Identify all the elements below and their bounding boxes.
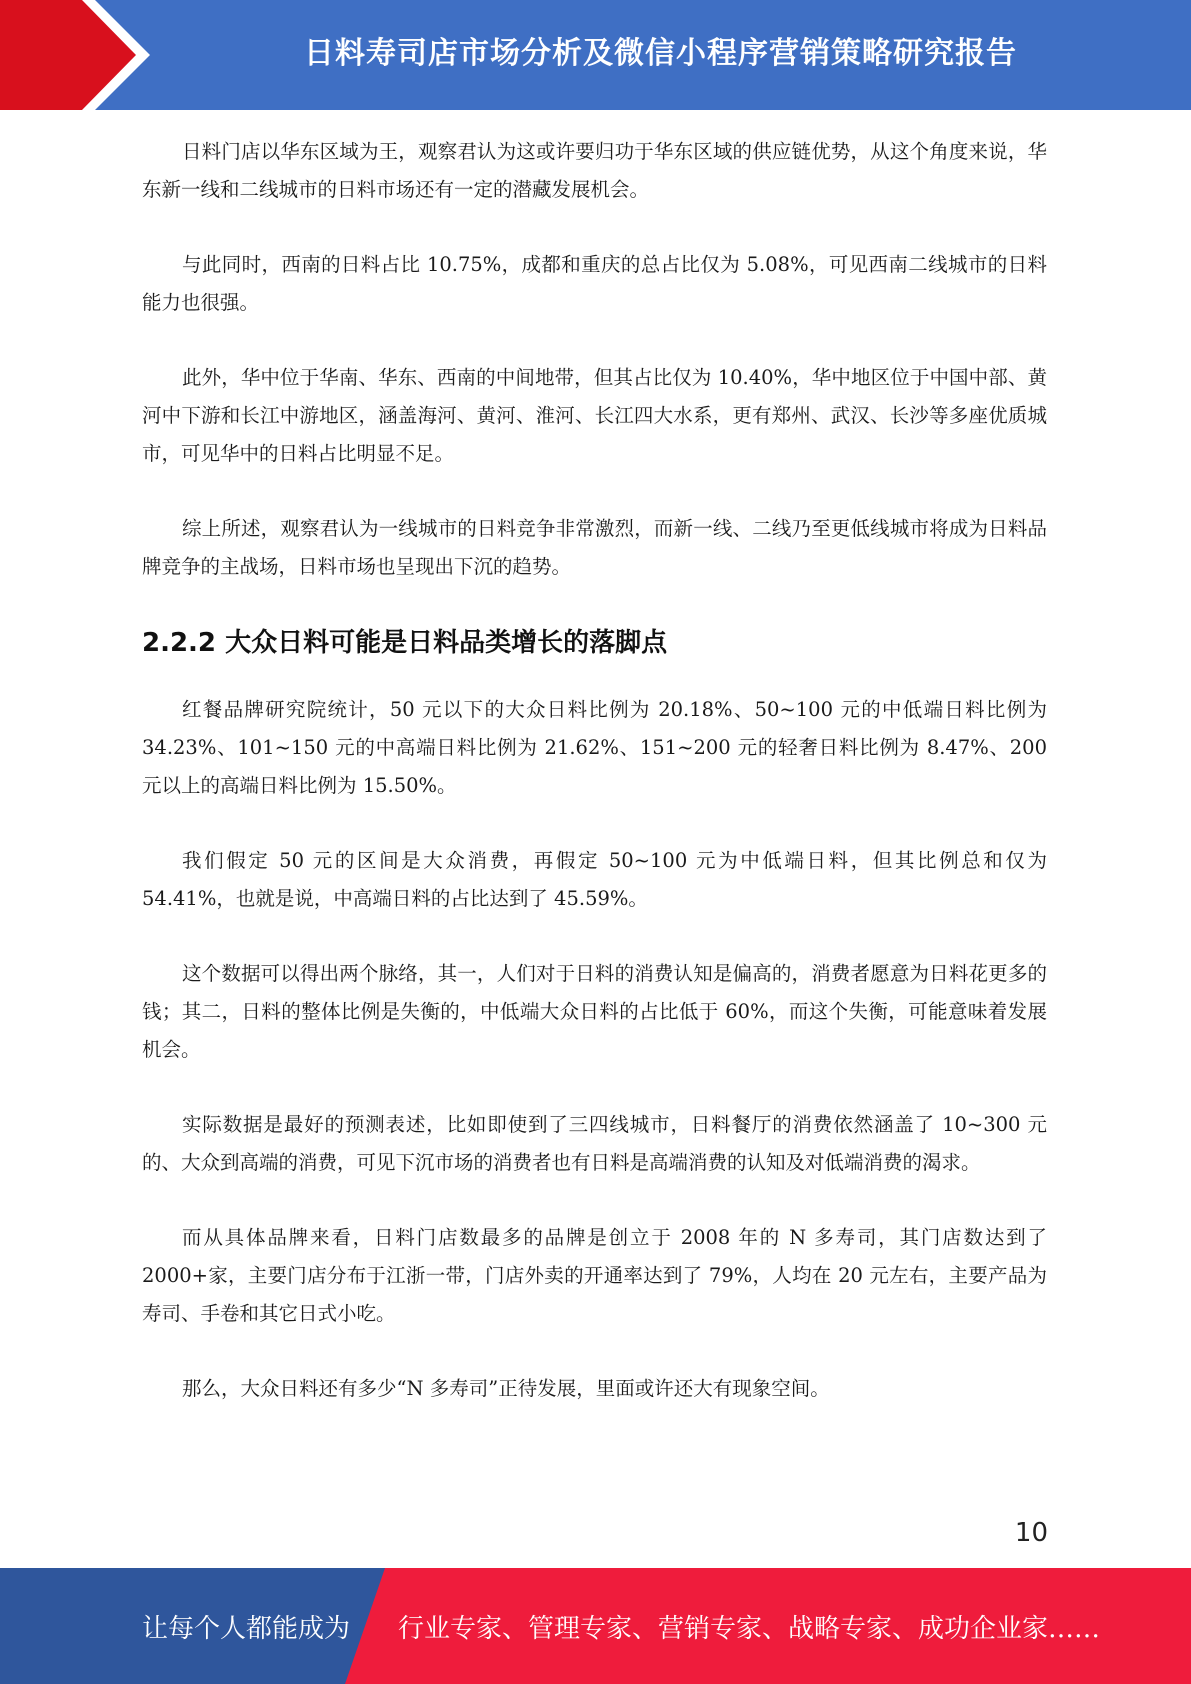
footer-slogan-right: 行业专家、管理专家、营销专家、战略专家、成功企业家…… (398, 1613, 1101, 1644)
paragraph: 与此同时，西南的日料占比 10.75%，成都和重庆的总占比仅为 5.08%，可见西南二线城市的日料能力也很强。 (142, 253, 1047, 314)
paragraph: 红餐品牌研究院统计，50 元以下的大众日料比例为 20.18%、50~100 元的中低端日料比例为 34.23%、101~150 元的中高端日料比例为 21.62%、151~200 元的轻奢日料比例为 8.47%、200 元以上的高端日料比例为 15.50%。 (142, 698, 1047, 797)
paragraph: 那么，大众日料还有多少“N 多寿司”正待发展，里面或许还大有现象空间。 (182, 1377, 830, 1400)
paragraph: 综上所述，观察君认为一线城市的日料竞争非常激烈，而新一线、二线乃至更低线城市将成为日料品牌竞争的主战场，日料市场也呈现出下沉的趋势。 (142, 517, 1047, 578)
paragraph: 日料门店以华东区域为王，观察君认为这或许要归功于华东区域的供应链优势，从这个角度来说，华东新一线和二线城市的日料市场还有一定的潜藏发展机会。 (142, 140, 1047, 201)
section-heading: 2.2.2 大众日料可能是日料品类增长的落脚点 (142, 628, 668, 658)
paragraph: 此外，华中位于华南、华东、西南的中间地带，但其占比仅为 10.40%，华中地区位于中国中部、黄河中下游和长江中游地区，涵盖海河、黄河、淮河、长江四大水系，更有郑州、武汉、长沙等多座优质城市，可见华中的日料占比明显不足。 (142, 366, 1047, 465)
paragraph: 而从具体品牌来看，日料门店数最多的品牌是创立于 2008 年的 N 多寿司，其门店数达到了 2000+家，主要门店分布于江浙一带，门店外卖的开通率达到了 79%，人均在 20 元左右，主要产品为寿司、手卷和其它日式小吃。 (142, 1226, 1047, 1325)
document-title: 日料寿司店市场分析及微信小程序营销策略研究报告 (304, 36, 1017, 71)
page-footer (0, 1568, 1191, 1684)
page-content (142, 133, 1047, 1445)
paragraph: 这个数据可以得出两个脉络，其一，人们对于日料的消费认知是偏高的，消费者愿意为日料花更多的钱；其二，日料的整体比例是失衡的，中低端大众日料的占比低于 60%，而这个失衡，可能意味着发展机会。 (142, 962, 1047, 1061)
footer-slogan-left: 让每个人都能成为 (142, 1613, 351, 1644)
paragraph: 实际数据是最好的预测表述，比如即使到了三四线城市，日料餐厅的消费依然涵盖了 10~300 元的、大众到高端的消费，可见下沉市场的消费者也有日料是高端消费的认知及对低端消费的渴求。 (142, 1113, 1047, 1174)
page-header (0, 0, 1191, 110)
paragraph: 我们假定 50 元的区间是大众消费，再假定 50~100 元为中低端日料，但其比例总和仅为 54.41%，也就是说，中高端日料的占比达到了 45.59%。 (142, 849, 1047, 910)
page-number: 10 (1014, 1518, 1048, 1548)
